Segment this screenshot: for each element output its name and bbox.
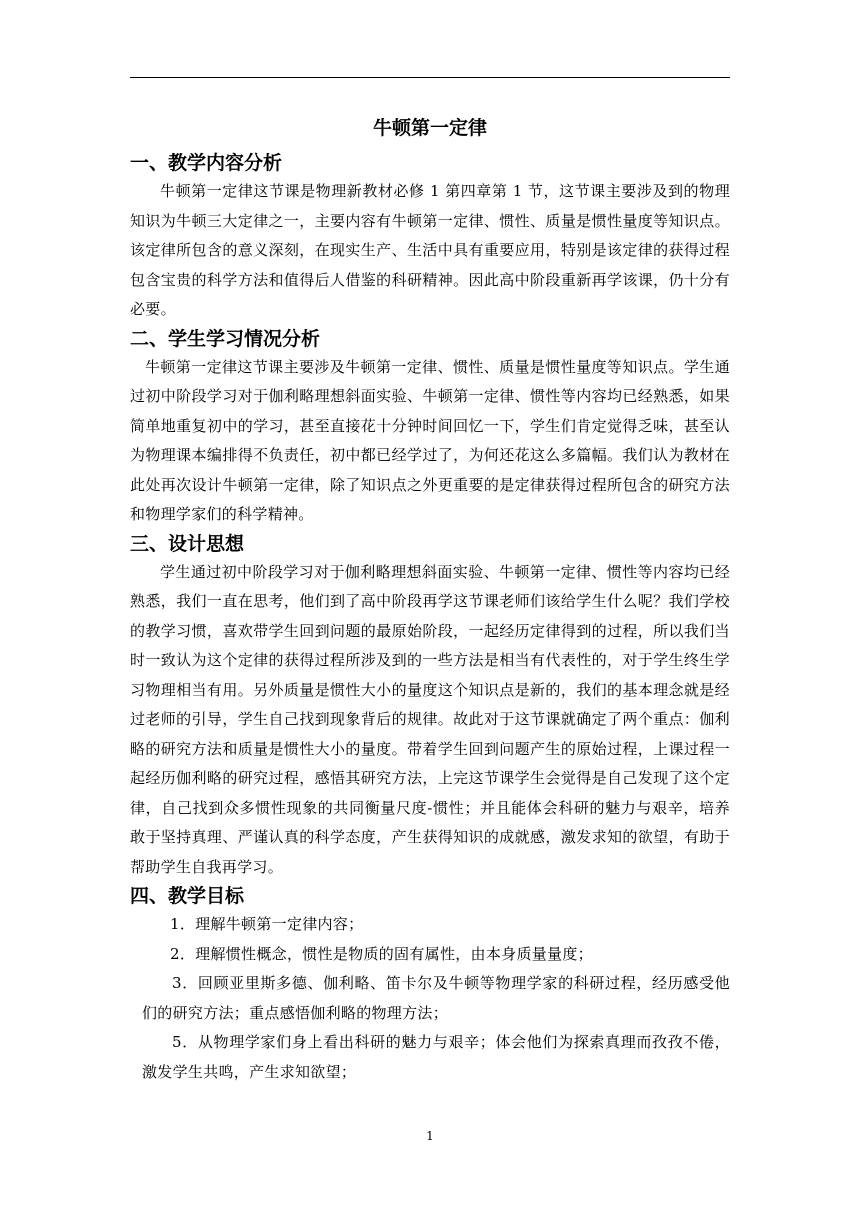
paragraph-content-analysis: 牛顿第一定律这节课是物理新教材必修 1 第四章第 1 节，这节课主要涉及到的物理知识为牛顿三大定律之一，主要内容有牛顿第一定律、惯性、质量是惯性量度等知识点。该定律所包含的意义深刻，在现实生产、生活中具有重要应用，特别是该定律的获得过程包含宝贵的科学方法和值得后人借鉴的科研精神。因此高中阶段重新再学该课，仍十分有必要。 [130, 182, 730, 318]
header-rule [130, 77, 730, 78]
goal-item-2: 2．理解惯性概念，惯性是物质的固有属性，由本身质量量度； [170, 944, 593, 963]
section-heading-design-idea: 三、设计思想 [130, 532, 245, 555]
paragraph-design-idea: 学生通过初中阶段学习对于伽利略理想斜面实验、牛顿第一定律、惯性等内容均已经熟悉，我们一直在思考，他们到了高中阶段再学这节课老师们该给学生什么呢？我们学校的教学习惯，喜欢带学生回到问题的最原始阶段，一起经历定律得到的过程，所以我们当时一致认为这个定律的获得过程所涉及到的一些方法是相当有代表性的，对于学生终生学习物理相当有用。另外质量是惯性大小的量度这个知识点是新的，我们的基本理念就是经过老师的引导，学生自己找到现象背后的规律。故此对于这节课就确定了两个重点：伽利略的研究方法和质量是惯性大小的量度。带着学生回到问题产生的原始过程，上课过程一起经历伽利略的研究过程，感悟其研究方法，上完这节课学生会觉得是自己发现了这个定律，自己找到众多惯性现象的共同衡量尺度-惯性；并且能体会科研的魅力与艰辛，培养敢于坚持真理、严谨认真的科学态度，产生获得知识的成就感，激发求知的欲望，有助于帮助学生自我再学习。 [130, 562, 730, 876]
section-heading-student-analysis: 二、学生学习情况分析 [130, 327, 321, 350]
section-heading-content-analysis: 一、教学内容分析 [130, 152, 283, 174]
section-heading-teaching-goals: 四、教学目标 [130, 885, 245, 907]
paragraph-student-analysis: 牛顿第一定律这节课主要涉及牛顿第一定律、惯性、质量是惯性量度等知识点。学生通过初中阶段学习对于伽利略理想斜面实验、牛顿第一定律、惯性等内容均已经熟悉，如果简单地重复初中的学习，甚至直接花十分钟时间回忆一下，学生们肯定觉得乏味，甚至认为物理课本编排得不负责任，初中都已经学过了，为何还花这么多篇幅。我们认为教材在此处再次设计牛顿第一定律，除了知识点之外更重要的是定律获得过程所包含的研究方法和物理学家们的科学精神。 [130, 357, 730, 523]
goal-item-5: 5．从物理学家们身上看出科研的魅力与艰辛；体会他们为探索真理而孜孜不倦，激发学生共鸣，产生求知欲望； [142, 1033, 730, 1081]
goal-item-3: 3．回顾亚里斯多德、伽利略、笛卡尔及牛顿等物理学家的科研过程，经历感受他们的研究方法；重点感悟伽利略的物理方法； [142, 974, 730, 1022]
goal-item-1: 1．理解牛顿第一定律内容； [170, 915, 364, 933]
document-body [130, 113, 730, 1087]
page-number: 1 [426, 1129, 434, 1143]
page-title: 牛顿第一定律 [372, 117, 487, 139]
